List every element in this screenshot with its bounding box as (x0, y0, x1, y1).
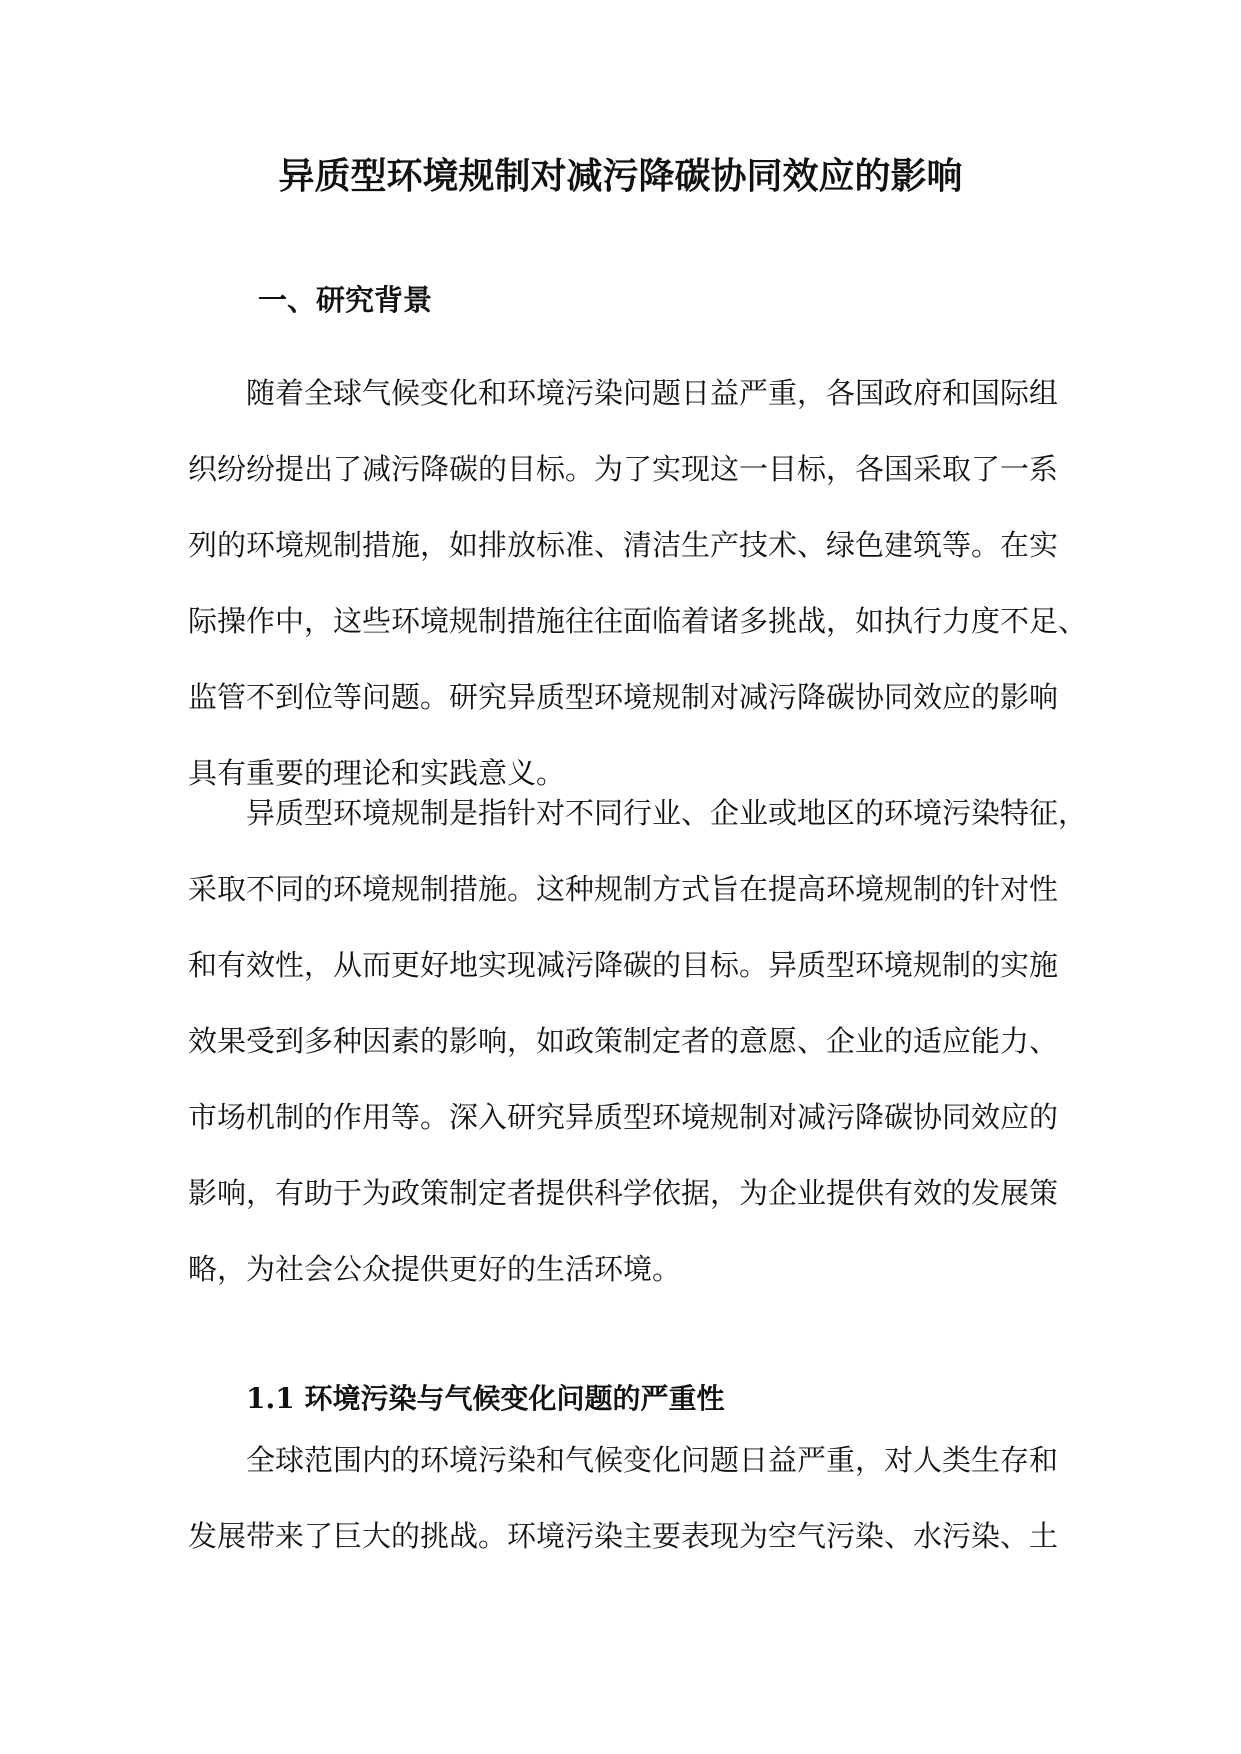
paragraph-2-line: 市场机制的作用等。深入研究异质型环境规制对减污降碳协同效应的 (188, 1100, 1059, 1134)
paragraph-1-line: 监管不到位等问题。研究异质型环境规制对减污降碳协同效应的影响 (188, 680, 1059, 714)
paragraph-3-line: 发展带来了巨大的挑战。环境污染主要表现为空气污染、水污染、土 (188, 1519, 1059, 1553)
paragraph-1 (188, 355, 1088, 811)
paragraph-2-line: 和有效性，从而更好地实现减污降碳的目标。异质型环境规制的实施 (188, 948, 1059, 982)
paragraph-2-line: 略，为社会公众提供更好的生活环境。 (188, 1252, 682, 1286)
paragraph-1-line: 际操作中，这些环境规制措施往往面临着诸多挑战，如执行力度不足、 (188, 604, 1088, 638)
paragraph-2-line: 采取不同的环境规制措施。这种规制方式旨在提高环境规制的针对性 (188, 872, 1059, 906)
paragraph-3-line: 全球范围内的环境污染和气候变化问题日益严重，对人类生存和 (246, 1443, 1059, 1477)
section-heading-research-background: 一、研究背景 (258, 283, 433, 317)
paragraph-3 (188, 1422, 1058, 1574)
paragraph-2-line: 异质型环境规制是指针对不同行业、企业或地区的环境污染特征， (246, 796, 1088, 830)
paragraph-1-line: 织纷纷提出了减污降碳的目标。为了实现这一目标，各国采取了一系 (188, 452, 1059, 486)
paragraph-1-line: 列的环境规制措施，如排放标准、清洁生产技术、绿色建筑等。在实 (188, 528, 1059, 562)
paragraph-2-line: 效果受到多种因素的影响，如政策制定者的意愿、企业的适应能力、 (188, 1024, 1059, 1058)
paragraph-2 (188, 775, 1088, 1307)
paragraph-1-line: 随着全球气候变化和环境污染问题日益严重，各国政府和国际组 (246, 376, 1059, 410)
paragraph-2-line: 影响，有助于为政策制定者提供科学依据，为企业提供有效的发展策 (188, 1176, 1059, 1210)
paragraph-1-line: 具有重要的理论和实践意义。 (188, 756, 566, 790)
document-title: 异质型环境规制对减污降碳协同效应的影响 (278, 155, 963, 197)
subsection-heading-1-1: 1.1 环境污染与气候变化问题的严重性 (246, 1382, 725, 1415)
